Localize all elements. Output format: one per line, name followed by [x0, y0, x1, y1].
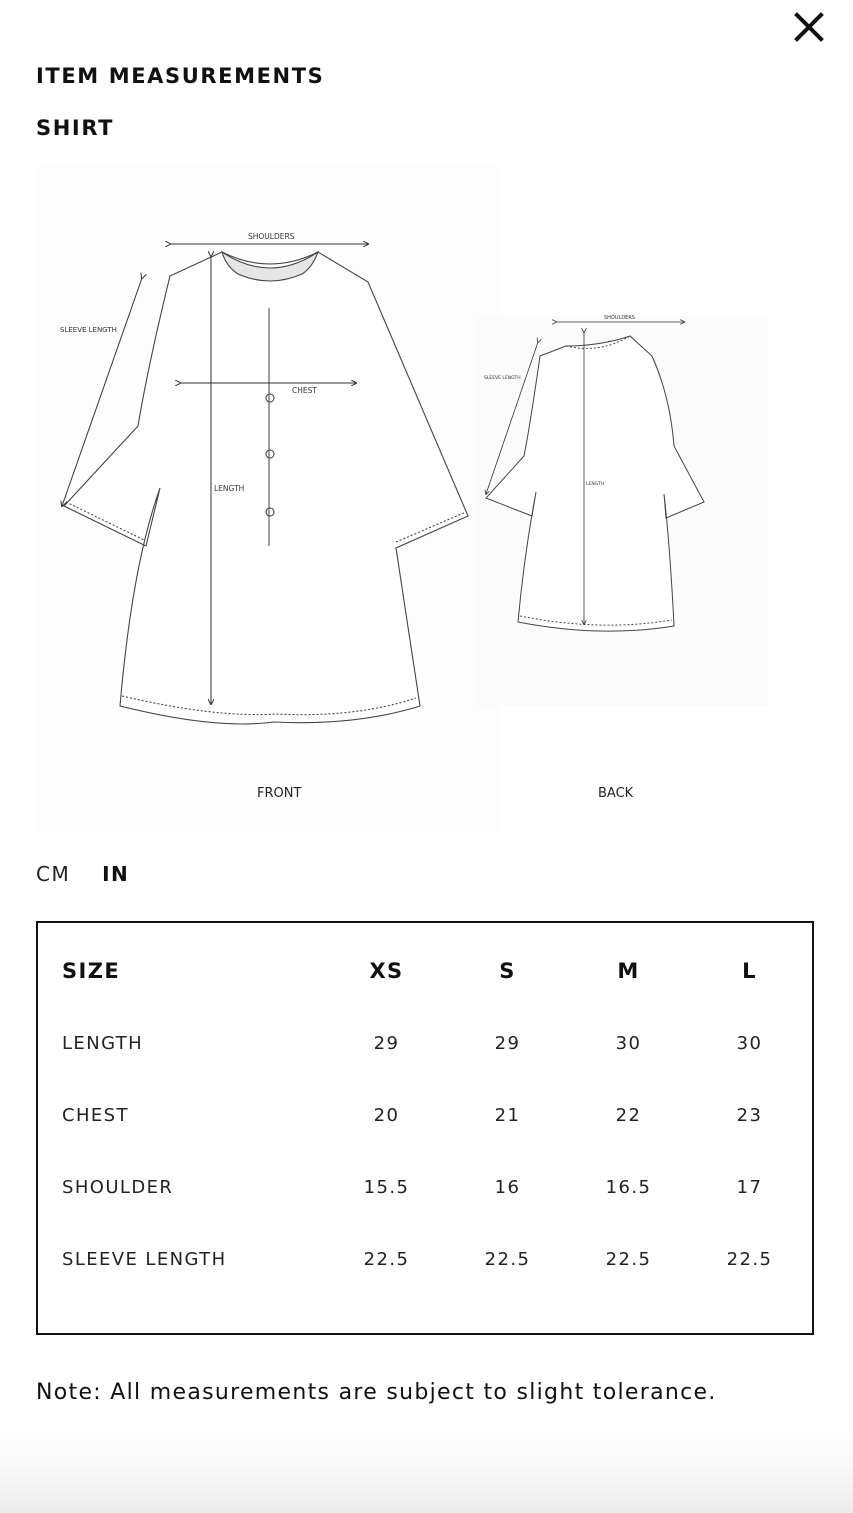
close-icon[interactable]	[792, 10, 826, 44]
size-xs-header: XS	[369, 959, 404, 983]
back-length-label: LENGTH	[586, 482, 605, 487]
table-cell: 15.5	[363, 1176, 410, 1198]
table-row	[62, 1151, 810, 1223]
unit-cm-option[interactable]: CM	[36, 862, 71, 886]
table-header-row	[62, 959, 810, 1007]
table-cell: 30	[736, 1032, 763, 1054]
back-shoulders-label: SHOULDERS	[604, 315, 635, 321]
row-label: SLEEVE LENGTH	[62, 1248, 227, 1270]
table-cell: 22.5	[363, 1248, 410, 1270]
table-cell: 29	[373, 1032, 400, 1054]
size-chart-box	[36, 921, 814, 1335]
size-s-header: S	[499, 959, 516, 983]
back-view-label: BACK	[598, 786, 634, 801]
table-cell: 30	[615, 1032, 642, 1054]
modal-title: ITEM MEASUREMENTS	[36, 64, 325, 88]
table-cell: 23	[736, 1104, 763, 1126]
front-sleeve-length-label: SLEEVE LENGTH	[60, 326, 117, 334]
size-m-header: M	[617, 959, 640, 983]
back-sleeve-length-label: SLEEVE LENGTH	[484, 376, 521, 381]
shirt-measurement-diagram	[36, 166, 776, 832]
front-length-label: LENGTH	[214, 484, 245, 493]
front-view-label: FRONT	[257, 786, 302, 801]
table-cell: 29	[494, 1032, 521, 1054]
table-cell: 22.5	[484, 1248, 531, 1270]
table-cell: 22.5	[726, 1248, 773, 1270]
table-cell: 22	[615, 1104, 642, 1126]
front-chest-label: CHEST	[292, 386, 317, 395]
table-row	[62, 1007, 810, 1079]
product-type-title: SHIRT	[36, 116, 115, 140]
unit-in-option[interactable]: IN	[102, 862, 130, 886]
unit-toggle	[36, 862, 129, 886]
table-cell: 21	[494, 1104, 521, 1126]
row-label: SHOULDER	[62, 1176, 174, 1198]
table-cell: 16	[494, 1176, 521, 1198]
size-header: SIZE	[62, 959, 121, 983]
tolerance-note: Note: All measurements are subject to slight tolerance.	[36, 1380, 717, 1405]
front-shoulders-label: SHOULDERS	[248, 232, 295, 241]
table-cell: 20	[373, 1104, 400, 1126]
size-l-header: L	[742, 959, 757, 983]
row-label: CHEST	[62, 1104, 129, 1126]
size-chart-table	[62, 959, 810, 1295]
table-cell: 22.5	[605, 1248, 652, 1270]
close-button[interactable]	[792, 10, 826, 44]
table-row	[62, 1223, 810, 1295]
table-cell: 17	[736, 1176, 763, 1198]
table-row	[62, 1079, 810, 1151]
row-label: LENGTH	[62, 1032, 144, 1054]
table-cell: 16.5	[605, 1176, 652, 1198]
bottom-fade	[0, 1433, 853, 1513]
